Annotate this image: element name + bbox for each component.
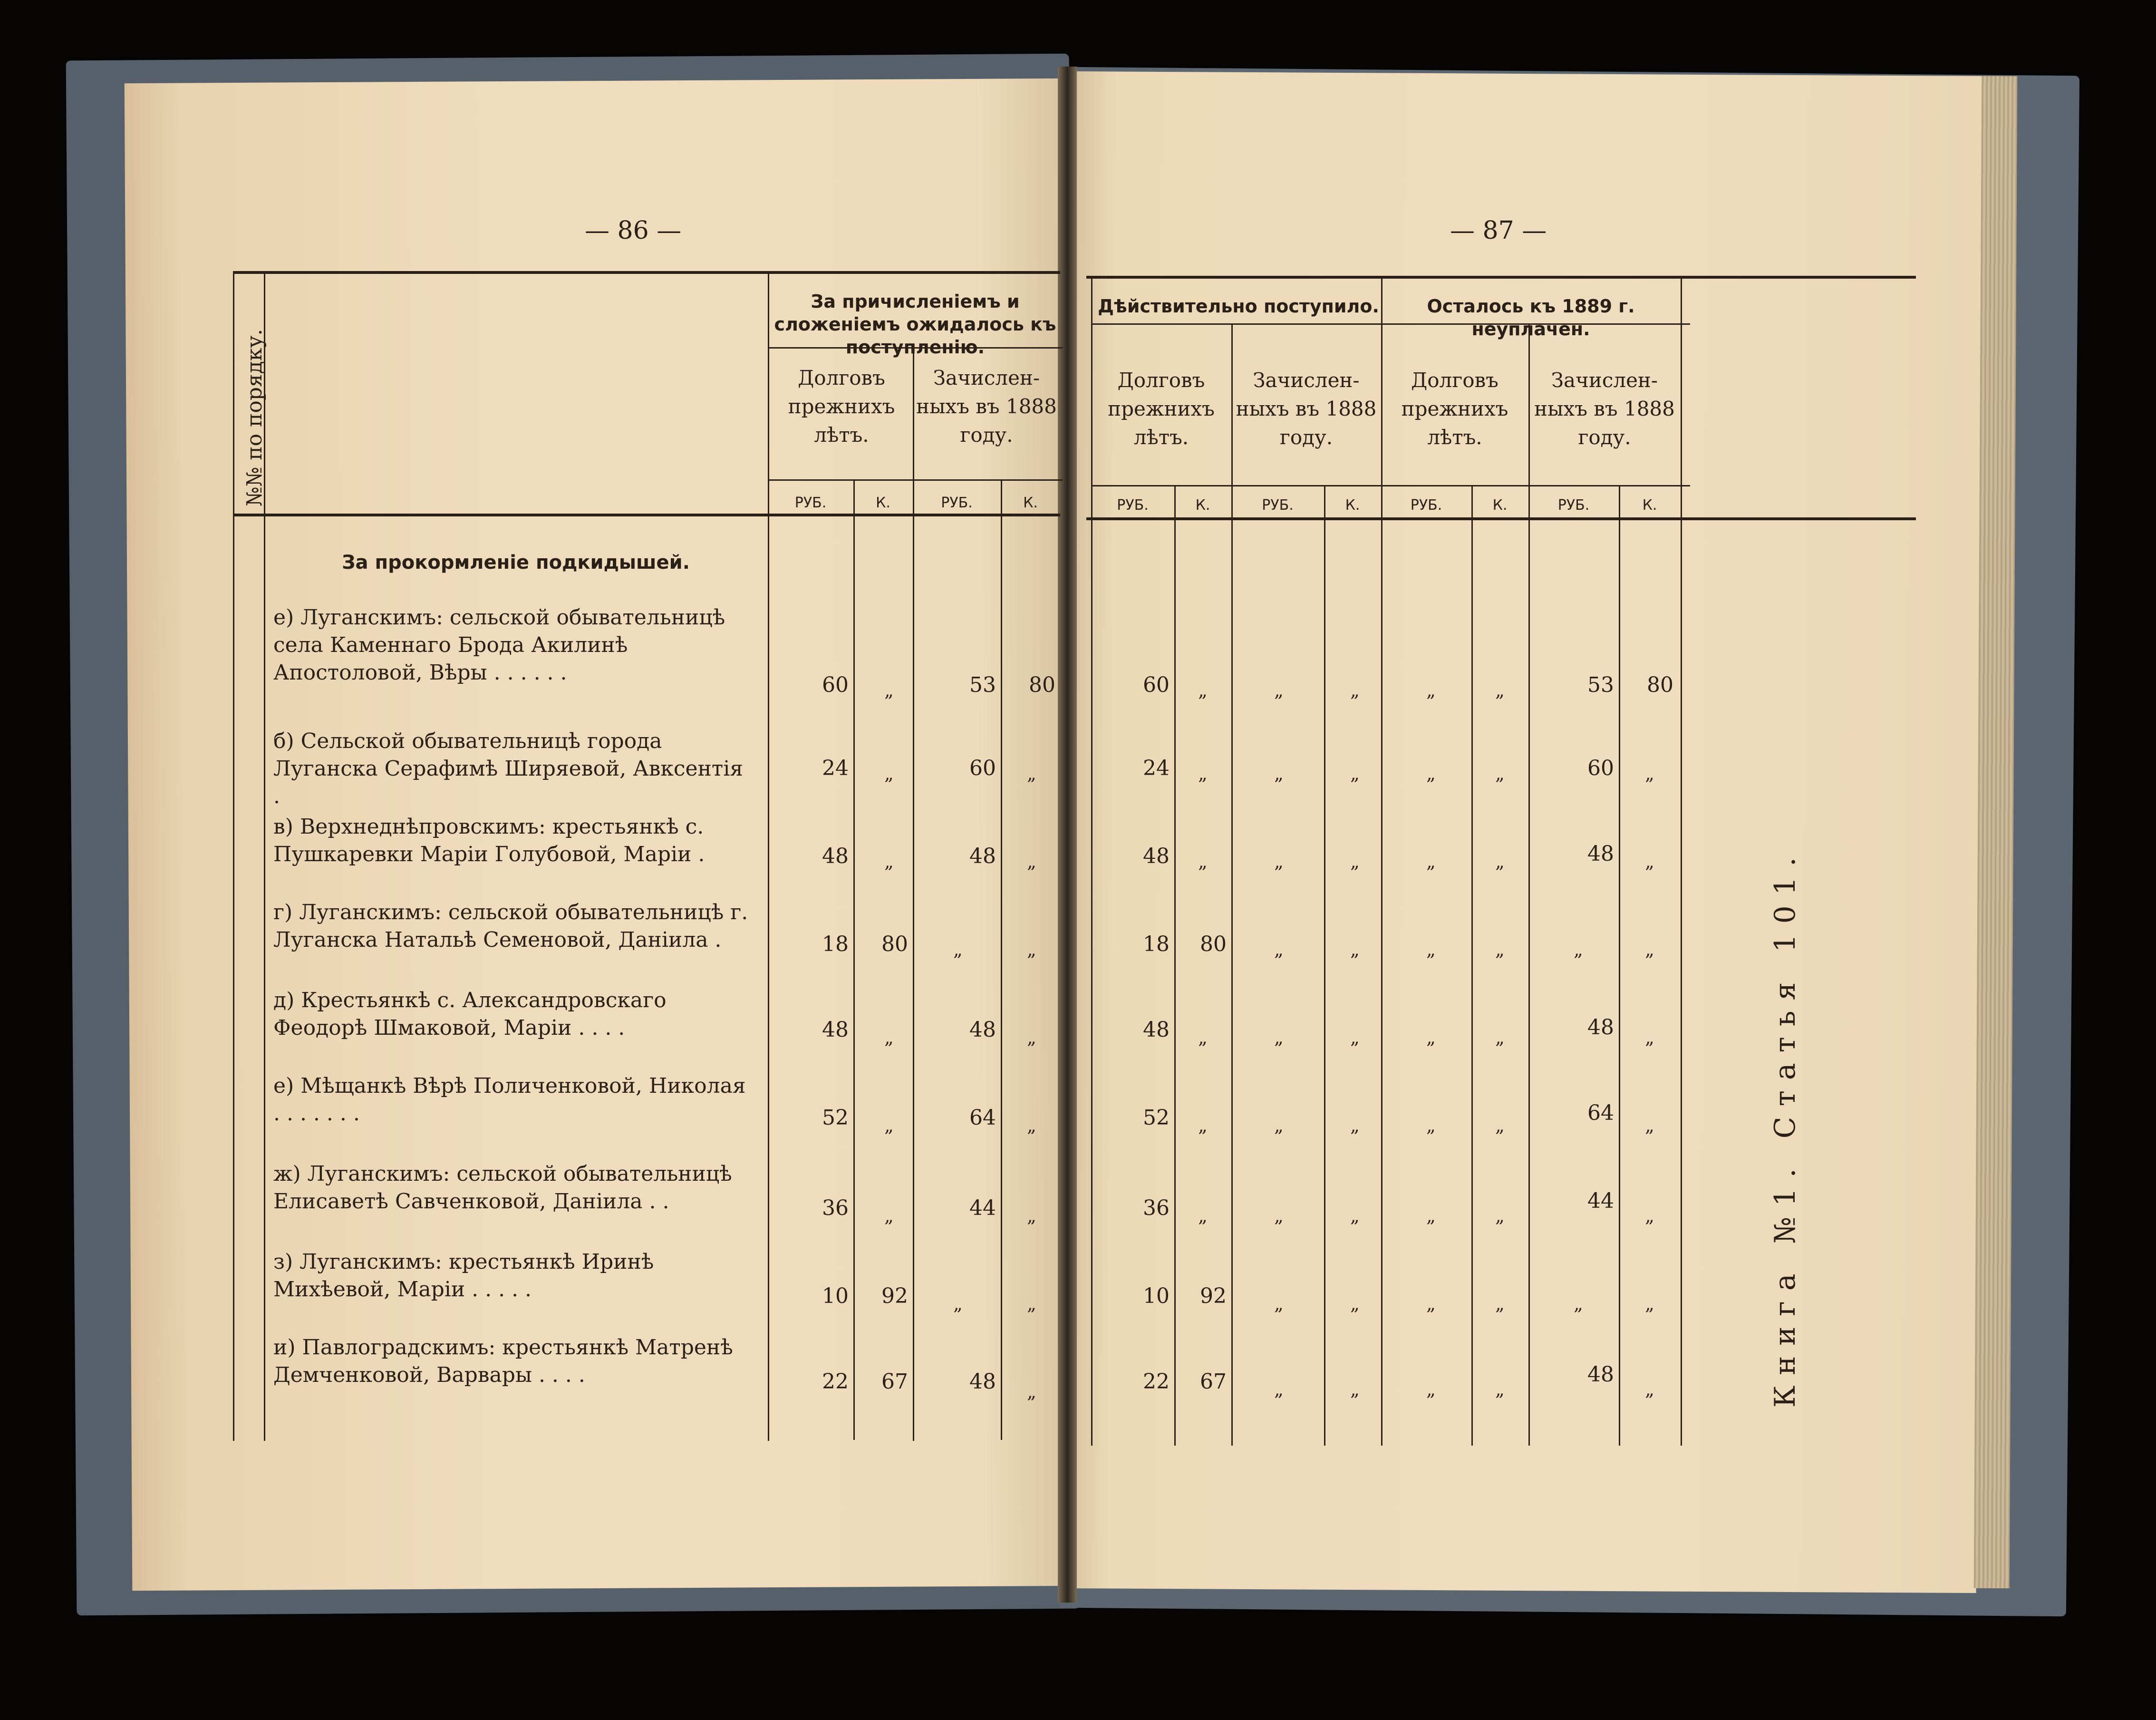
value-rub: 22 xyxy=(1143,1370,1170,1394)
value-rub: 36 xyxy=(1143,1196,1170,1220)
left-unit-kop: К. xyxy=(1023,495,1038,511)
value-rub: 48 xyxy=(969,1018,996,1042)
value-rub: 10 xyxy=(822,1284,849,1308)
value-rub: „ xyxy=(1426,1027,1436,1048)
right-unit-rule xyxy=(1091,485,1690,486)
value-kop: „ xyxy=(1027,851,1036,872)
value-kop: „ xyxy=(1027,1027,1036,1048)
right-col-line xyxy=(1528,323,1530,1446)
value-rub: „ xyxy=(1574,939,1583,960)
value-rub: „ xyxy=(1274,1115,1284,1136)
value-kop: „ xyxy=(1350,680,1360,701)
right-unit-kop: К. xyxy=(1345,497,1360,514)
value-kop: „ xyxy=(1495,763,1505,784)
right-unit-kop: К. xyxy=(1642,497,1657,514)
value-rub: 22 xyxy=(822,1370,849,1394)
value-rub: 48 xyxy=(822,844,849,868)
book-gutter xyxy=(1058,67,1077,1603)
right-unit-rub: РУБ. xyxy=(1557,497,1590,514)
value-kop: „ xyxy=(1350,1379,1360,1400)
value-kop: „ xyxy=(1495,851,1505,872)
value-rub: 44 xyxy=(1587,1189,1614,1213)
value-kop: „ xyxy=(1198,1205,1208,1226)
left-kop-line xyxy=(1001,479,1002,1440)
right-header-bottom-rule xyxy=(1086,517,1916,520)
value-rub: „ xyxy=(953,1293,963,1314)
value-kop: „ xyxy=(884,1115,894,1136)
value-rub: 48 xyxy=(1143,844,1170,868)
value-kop: „ xyxy=(1027,1205,1036,1226)
value-rub: „ xyxy=(1274,1205,1284,1226)
value-kop: „ xyxy=(1645,1205,1654,1226)
value-rub: 53 xyxy=(1587,673,1614,697)
left-col-line xyxy=(768,271,769,1441)
entry-text: д) Крестьянкѣ с. Александровскаго Феодорѣ Шмаковой, Маріи . . . . xyxy=(273,988,667,1040)
order-column-header: №№ по порядку. xyxy=(242,329,267,506)
left-col-line xyxy=(913,347,914,1441)
value-rub: „ xyxy=(1274,1027,1284,1048)
value-rub: 48 xyxy=(969,1370,996,1394)
value-rub: 53 xyxy=(969,673,996,697)
right-kop-line xyxy=(1471,485,1473,1446)
value-kop: 80 xyxy=(881,932,908,956)
value-rub: 36 xyxy=(822,1196,849,1220)
value-rub: „ xyxy=(1274,680,1284,701)
value-kop: „ xyxy=(1027,1115,1036,1136)
value-kop: „ xyxy=(884,763,894,784)
value-kop: „ xyxy=(1198,763,1208,784)
right-unit-rub: РУБ. xyxy=(1410,497,1442,514)
value-kop: „ xyxy=(884,680,894,701)
value-kop: 92 xyxy=(881,1284,908,1308)
value-rub: 60 xyxy=(1587,756,1614,780)
value-rub: „ xyxy=(1574,1293,1583,1314)
value-kop: „ xyxy=(1495,1379,1505,1400)
right-group2-header: Осталось къ 1889 г. неуплачен. xyxy=(1427,296,1635,340)
entry-text: в) Верхнеднѣпровскимъ: крестьянкѣ с. Пушкаревки Маріи Голубовой, Маріи . xyxy=(273,815,705,866)
value-kop: 80 xyxy=(1029,673,1055,697)
value-rub: 24 xyxy=(1143,756,1170,780)
value-rub: 48 xyxy=(822,1018,849,1042)
value-kop: „ xyxy=(1027,1293,1036,1314)
right-col3-header: Долговъ прежнихъ лѣтъ. xyxy=(1401,369,1508,449)
right-group1-header: Дѣйствительно поступило. xyxy=(1098,296,1379,317)
value-kop: „ xyxy=(884,1205,894,1226)
value-kop: „ xyxy=(1495,1293,1505,1314)
value-kop: „ xyxy=(1495,939,1505,960)
value-rub: 48 xyxy=(1587,1362,1614,1387)
value-kop: „ xyxy=(884,851,894,872)
value-rub: „ xyxy=(1426,1205,1436,1226)
value-kop: „ xyxy=(1027,763,1036,784)
value-rub: „ xyxy=(1426,1379,1436,1400)
entry-text: з) Луганскимъ: крестьянкѣ Иринѣ Михѣевой, Маріи . . . . . xyxy=(273,1250,654,1302)
value-rub: „ xyxy=(1426,1293,1436,1314)
value-kop: 92 xyxy=(1200,1284,1227,1308)
value-kop: „ xyxy=(1495,1027,1505,1048)
value-kop: „ xyxy=(1495,680,1505,701)
value-kop: 67 xyxy=(881,1370,908,1394)
entry-text: ж) Луганскимъ: сельской обывательницѣ Елисаветѣ Савченковой, Даніила . . xyxy=(273,1162,732,1214)
value-rub: 60 xyxy=(969,756,996,780)
value-kop: „ xyxy=(1198,851,1208,872)
right-kop-line xyxy=(1619,485,1620,1446)
value-rub: „ xyxy=(1426,1115,1436,1136)
right-col2-header: Зачислен-ныхъ въ 1888 году. xyxy=(1236,369,1377,449)
value-rub: „ xyxy=(953,939,963,960)
right-table-top-rule xyxy=(1086,276,1916,279)
value-kop: „ xyxy=(1495,1205,1505,1226)
value-kop: „ xyxy=(1198,1115,1208,1136)
entry-text: и) Павлоградскимъ: крестьянкѣ Матренѣ Демченковой, Варвары . . . . xyxy=(273,1335,733,1387)
left-col2-header: Зачислен-ныхъ въ 1888 году. xyxy=(916,366,1057,447)
value-rub: „ xyxy=(1426,939,1436,960)
left-col1-header: Долговъ прежнихъ лѣтъ. xyxy=(788,366,895,447)
value-kop: „ xyxy=(1645,1293,1654,1314)
value-rub: 24 xyxy=(822,756,849,780)
value-rub: 64 xyxy=(969,1106,996,1130)
value-kop: „ xyxy=(1350,763,1360,784)
value-kop: „ xyxy=(1350,1027,1360,1048)
value-kop: 67 xyxy=(1200,1370,1227,1394)
value-kop: „ xyxy=(1645,1379,1654,1400)
value-kop: „ xyxy=(1645,763,1654,784)
right-col-line xyxy=(1681,276,1682,1446)
right-kop-line xyxy=(1174,485,1176,1446)
value-kop: „ xyxy=(1198,680,1208,701)
value-kop: „ xyxy=(1350,939,1360,960)
right-col4-header: Зачислен-ныхъ въ 1888 году. xyxy=(1534,369,1675,449)
value-rub: 52 xyxy=(1143,1106,1170,1130)
value-rub: 48 xyxy=(969,844,996,868)
left-group-header: За причисленіемъ и сложеніемъ ожидалось къ поступленію. xyxy=(774,291,1056,358)
value-rub: „ xyxy=(1274,1293,1284,1314)
right-page-number: — 87 — xyxy=(1450,216,1547,245)
value-rub: „ xyxy=(1274,851,1284,872)
right-col-line xyxy=(1231,323,1233,1446)
value-kop: „ xyxy=(1645,939,1654,960)
value-rub: „ xyxy=(1274,939,1284,960)
section-title: За прокормленіе подкидышей. xyxy=(342,552,690,573)
value-kop: „ xyxy=(1645,1115,1654,1136)
value-kop: „ xyxy=(1645,1027,1654,1048)
value-rub: „ xyxy=(1426,763,1436,784)
value-kop: „ xyxy=(1350,851,1360,872)
value-kop: „ xyxy=(1495,1115,1505,1136)
left-unit-rule xyxy=(768,479,1063,481)
left-header-bottom-rule xyxy=(233,514,1060,516)
entry-text: е) Луганскимъ: сельской обывательницѣ села Каменнаго Брода Акилинѣ Апостоловой, Вѣры . . . . . . xyxy=(273,605,725,685)
value-kop: „ xyxy=(1350,1205,1360,1226)
right-kop-line xyxy=(1324,485,1325,1446)
value-kop: 80 xyxy=(1200,932,1227,956)
value-rub: 60 xyxy=(822,673,849,697)
left-kop-line xyxy=(853,479,855,1440)
left-unit-rub: РУБ. xyxy=(794,495,827,511)
left-page-number: — 86 — xyxy=(585,216,682,245)
value-kop: „ xyxy=(1350,1293,1360,1314)
value-rub: „ xyxy=(1426,851,1436,872)
value-kop: „ xyxy=(1645,851,1654,872)
right-unit-rub: РУБ. xyxy=(1262,497,1294,514)
entry-text: б) Сельской обывательницѣ города Луганска Серафимѣ Ширяевой, Авксентія . xyxy=(273,729,744,808)
value-rub: 48 xyxy=(1587,1015,1614,1040)
value-kop: 80 xyxy=(1647,673,1673,697)
value-kop: „ xyxy=(1027,1381,1036,1402)
right-col-line xyxy=(1091,276,1093,1446)
value-rub: 10 xyxy=(1143,1284,1170,1308)
right-col-line xyxy=(1381,276,1383,1446)
value-kop: „ xyxy=(884,1027,894,1048)
value-rub: 18 xyxy=(822,932,849,956)
entry-text: е) Мѣщанкѣ Вѣрѣ Поличенковой, Николая . . . . . . . xyxy=(273,1074,746,1126)
value-rub: 44 xyxy=(969,1196,996,1220)
right-col1-header: Долговъ прежнихъ лѣтъ. xyxy=(1108,369,1215,449)
value-rub: 64 xyxy=(1587,1101,1614,1125)
left-unit-rub: РУБ. xyxy=(941,495,973,511)
value-kop: „ xyxy=(1198,1027,1208,1048)
value-rub: „ xyxy=(1274,763,1284,784)
left-table-border xyxy=(233,271,234,1441)
left-table-top-rule xyxy=(233,271,1060,274)
value-rub: 18 xyxy=(1143,932,1170,956)
value-kop: „ xyxy=(1027,939,1036,960)
value-kop: „ xyxy=(1350,1115,1360,1136)
value-rub: 60 xyxy=(1143,673,1170,697)
right-unit-kop: К. xyxy=(1195,497,1210,514)
book-article-label: Книга №1. Статья 101. xyxy=(1769,846,1802,1408)
left-unit-kop: К. xyxy=(876,495,890,511)
value-rub: 48 xyxy=(1143,1018,1170,1042)
value-rub: „ xyxy=(1274,1379,1284,1400)
entry-text: г) Луганскимъ: сельской обывательницѣ г. Луганска Натальѣ Семеновой, Даніила . xyxy=(273,900,748,952)
value-rub: „ xyxy=(1426,680,1436,701)
value-rub: 48 xyxy=(1587,842,1614,866)
right-unit-kop: К. xyxy=(1492,497,1508,514)
right-unit-rub: РУБ. xyxy=(1117,497,1149,514)
value-rub: 52 xyxy=(822,1106,849,1130)
